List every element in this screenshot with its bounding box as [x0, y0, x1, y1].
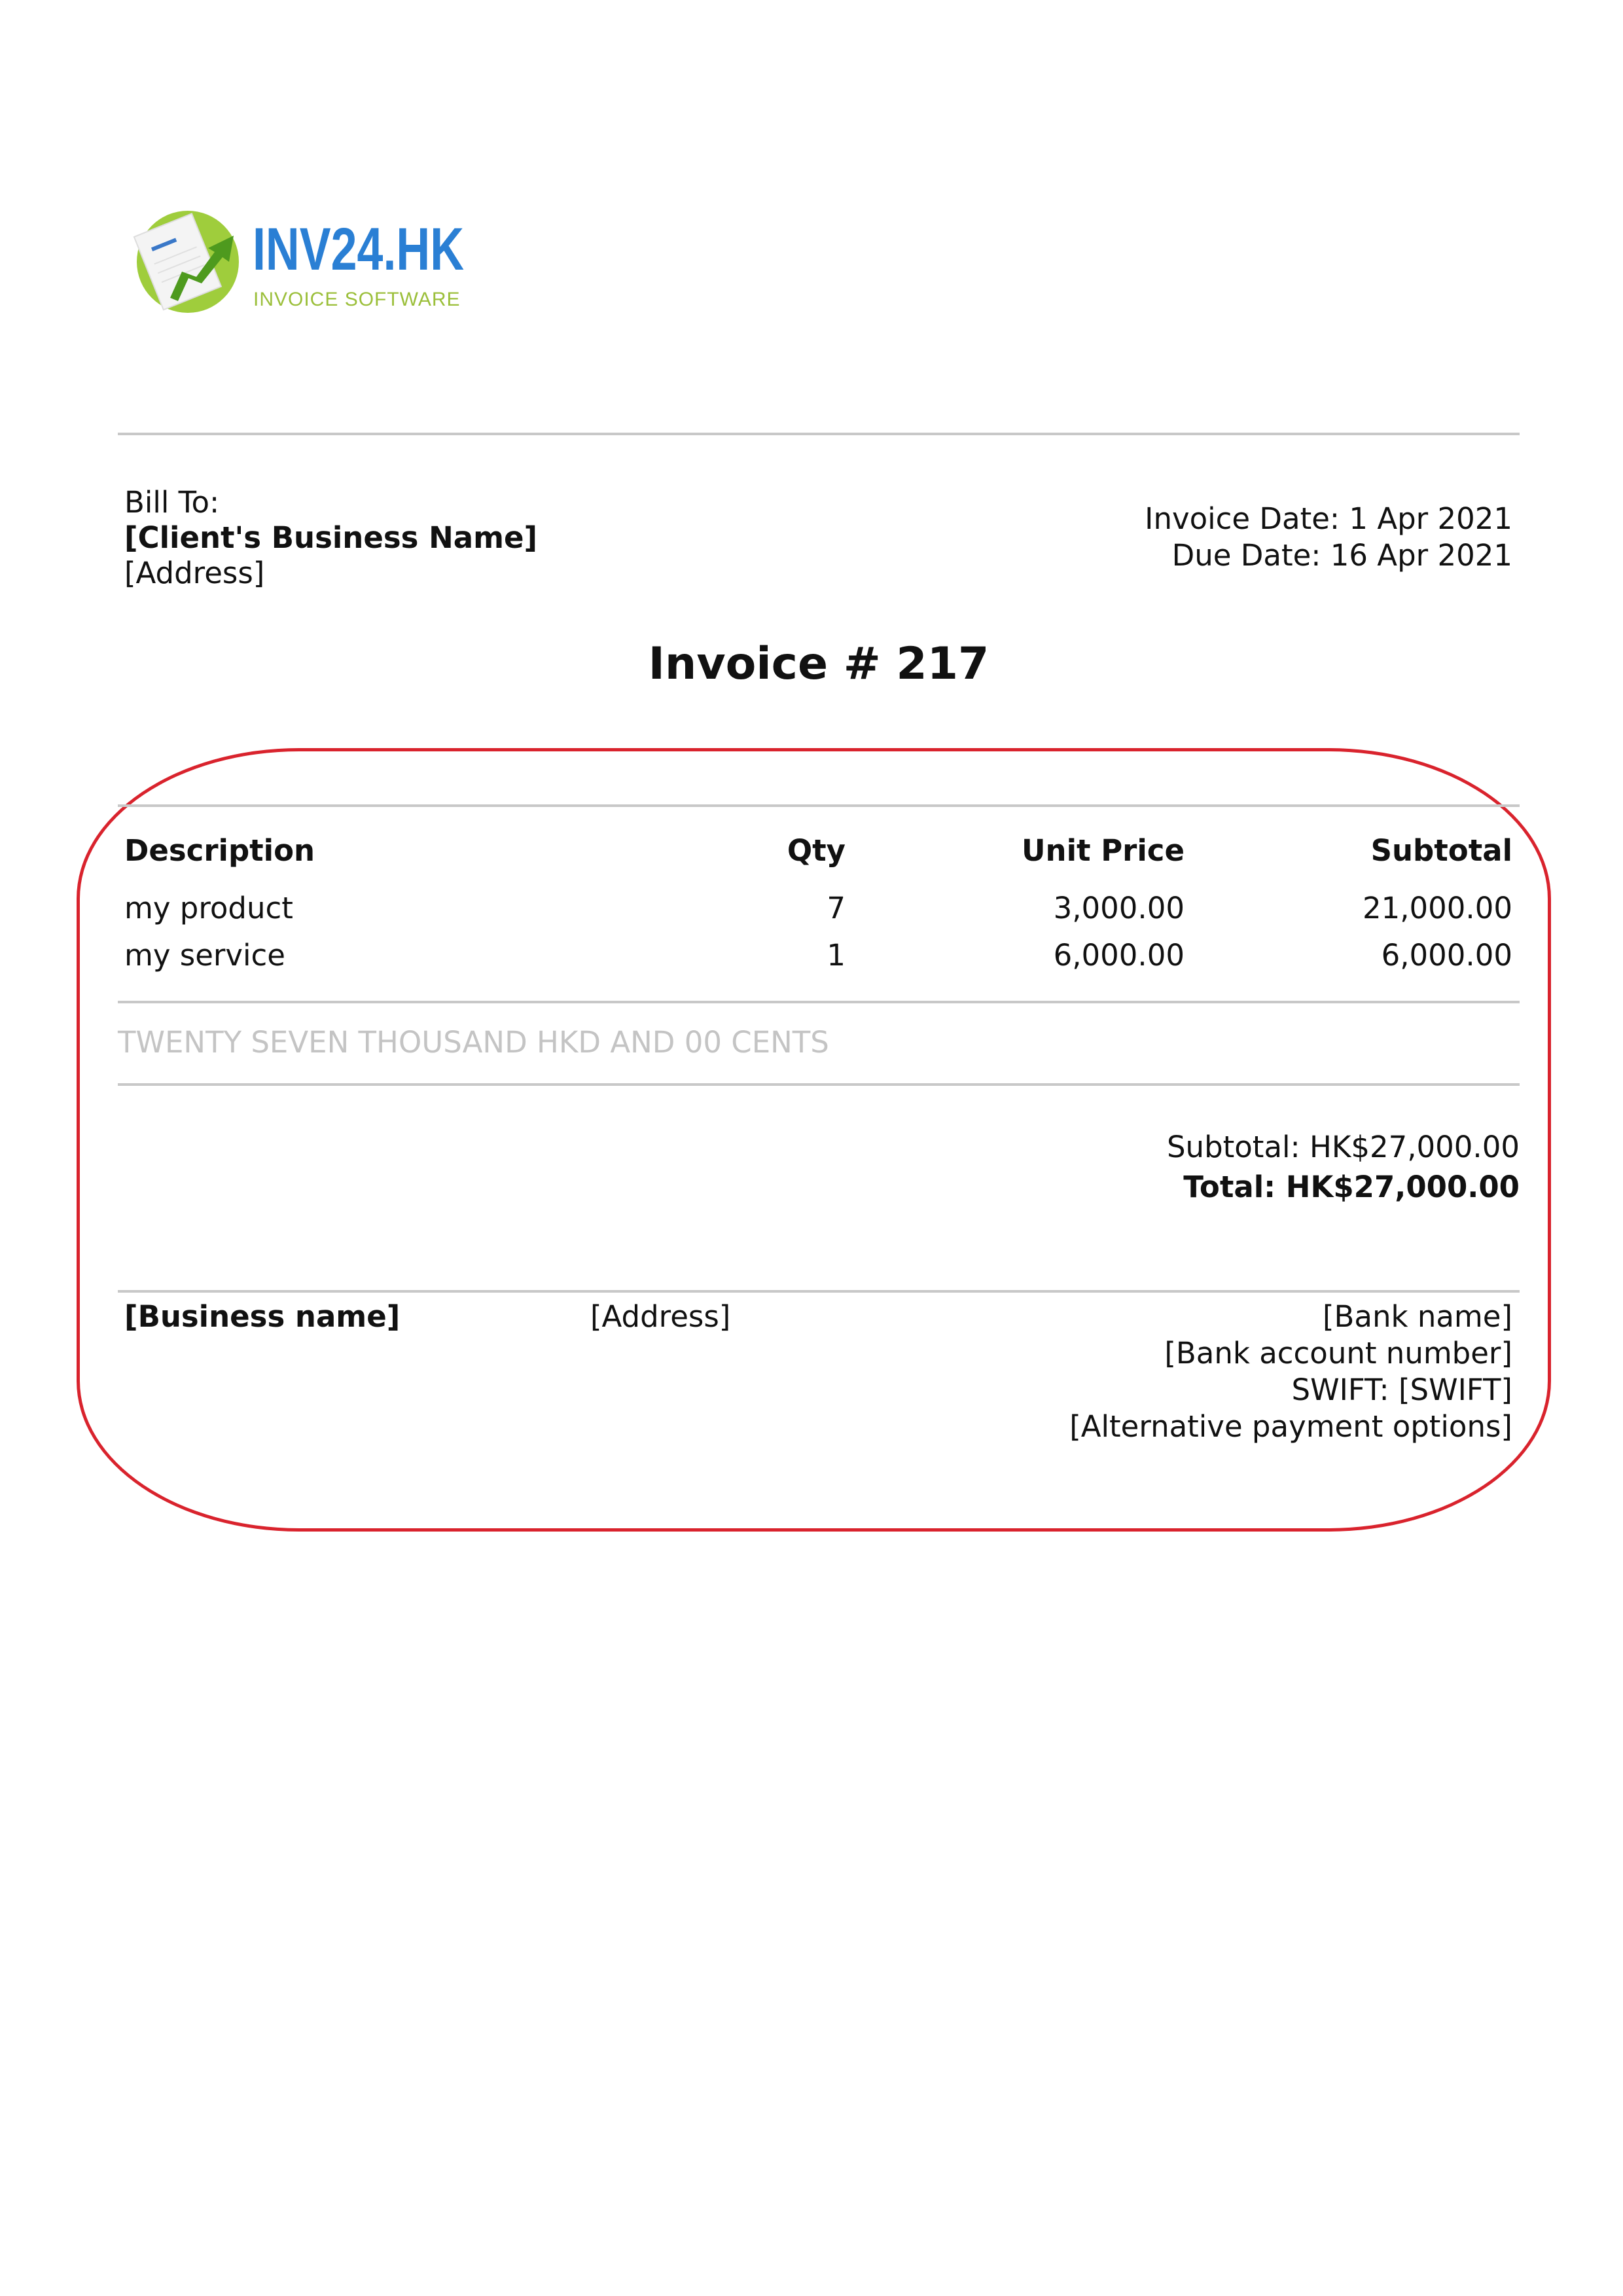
due-date: Due Date: 16 Apr 2021: [1171, 538, 1512, 573]
words-divider: [118, 1083, 1520, 1086]
bank-account-number: [Bank account number]: [1164, 1336, 1512, 1371]
logo-tagline: INVOICE SOFTWARE: [253, 289, 461, 310]
row-description: my product: [124, 891, 293, 925]
table-top-divider: [118, 804, 1520, 807]
client-business-name: [Client's Business Name]: [124, 520, 538, 555]
row-qty: 7: [827, 891, 846, 925]
row-unit-price: 3,000.00: [1053, 891, 1185, 925]
subtotal-amount: Subtotal: HK$27,000.00: [1166, 1130, 1520, 1164]
company-logo: [131, 200, 465, 324]
footer-business-name: [Business name]: [124, 1299, 401, 1334]
header-subtotal: Subtotal: [1370, 833, 1512, 868]
header-unit-price: Unit Price: [1022, 833, 1185, 868]
bill-to-label: Bill To:: [124, 485, 220, 520]
row-description: my service: [124, 938, 285, 973]
header-qty: Qty: [787, 833, 846, 868]
row-subtotal: 21,000.00: [1362, 891, 1512, 925]
invoice-title: Invoice # 217: [648, 638, 990, 690]
amount-in-words: TWENTY SEVEN THOUSAND HKD AND 00 CENTS: [118, 1025, 829, 1060]
logo-brand-text: INV24.HK: [253, 216, 465, 283]
header-divider: [118, 433, 1520, 435]
row-unit-price: 6,000.00: [1053, 938, 1185, 973]
alternative-payment-options: [Alternative payment options]: [1069, 1409, 1512, 1444]
row-subtotal: 6,000.00: [1381, 938, 1512, 973]
footer-address: [Address]: [590, 1299, 731, 1334]
swift-code: SWIFT: [SWIFT]: [1291, 1372, 1512, 1407]
bank-name: [Bank name]: [1322, 1299, 1512, 1334]
footer-divider: [118, 1290, 1520, 1293]
table-bottom-divider: [118, 1001, 1520, 1003]
invoice-date: Invoice Date: 1 Apr 2021: [1145, 501, 1512, 536]
row-qty: 1: [827, 938, 846, 973]
header-description: Description: [124, 833, 315, 868]
logo-graphic-icon: [131, 200, 249, 324]
client-address: [Address]: [124, 556, 265, 590]
total-amount: Total: HK$27,000.00: [1183, 1170, 1520, 1204]
